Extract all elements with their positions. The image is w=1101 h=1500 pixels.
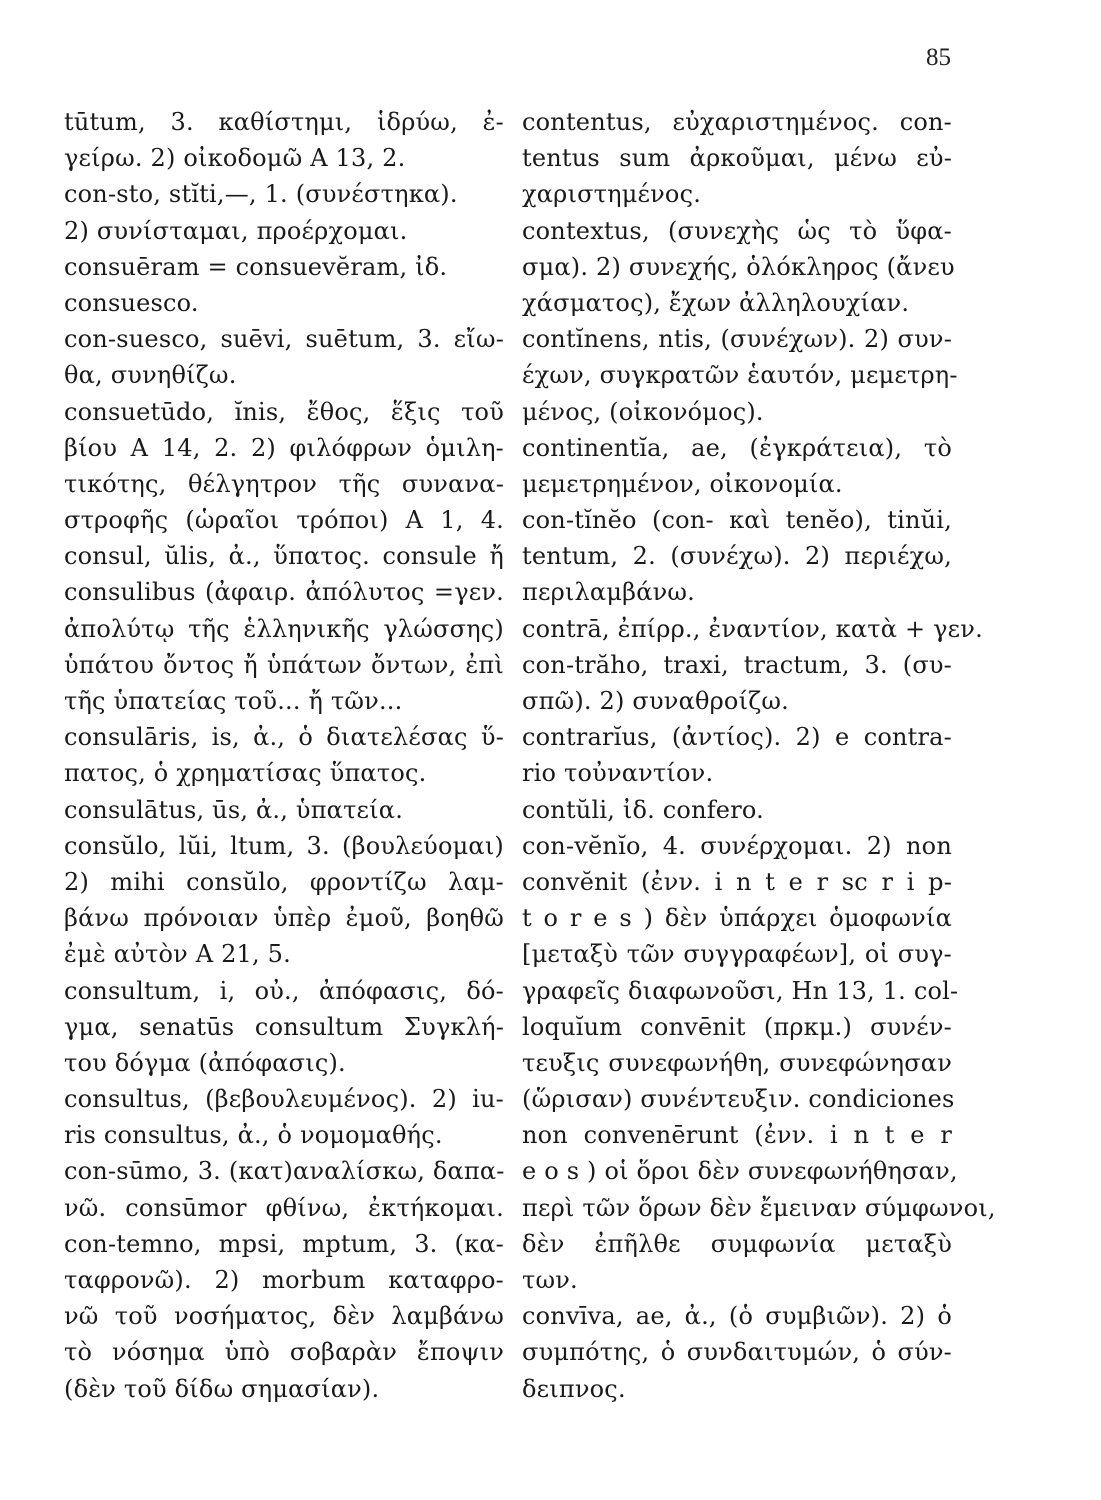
text-line: non convenērunt (ἐνν. i n t e r <box>522 1121 952 1150</box>
text-line: t o r e s ) δὲν ὑπάρχει ὁμοφωνία <box>522 904 952 933</box>
text-line: tentum, 2. (συνέχω). 2) περιέχω, <box>522 542 952 571</box>
text-line: [μεταξὺ τῶν συγγραφέων], οἱ συγ- <box>522 940 952 969</box>
left-column <box>64 104 504 1407</box>
text-line: consuetūdo, ĭnis, ἔθος, ἕξις τοῦ <box>64 397 504 426</box>
text-line: consultus, (βεβουλευμένος). 2) iu- <box>64 1085 504 1114</box>
text-line: τευξις συνεφωνήθη, συνεφώνησαν <box>522 1048 952 1077</box>
text-line: γμα, senatūs consultum Συγκλή- <box>64 1012 504 1041</box>
text-line: περὶ τῶν ὅρων δὲν ἔμειναν σύμφωνοι, <box>522 1193 996 1222</box>
text-line: consŭlo, lŭi, ltum, 3. (βουλεύομαι) <box>64 831 504 860</box>
text-line: χάσματος), ἔχων ἀλληλουχίαν. <box>522 288 910 317</box>
text-line: tūtum, 3. καθίστημι, ἱδρύω, ἐ- <box>64 108 504 136</box>
text-line: των. <box>522 1266 578 1294</box>
text-line: περιλαμβάνω. <box>522 578 696 607</box>
text-line: ταφρονῶ). 2) morbum καταφρο- <box>64 1266 504 1294</box>
text-line: con-sto, stĭti,—, 1. (συνέστηκα). <box>64 180 458 209</box>
text-line: χαριστημένος. <box>522 180 702 209</box>
text-line: rio τοὐναντίον. <box>522 759 714 788</box>
text-line: consultum, i, οὐ., ἀπόφασις, δό- <box>64 976 504 1005</box>
text-line: consuēram = consuevĕram, ἰδ. <box>64 252 448 281</box>
text-line: βίου Α 14, 2. 2) φιλόφρων ὁμιλη- <box>64 433 504 462</box>
text-line: έχων, συγκρατῶν ἑαυτόν, μεμετρη- <box>522 361 958 390</box>
text-line: δειπνος. <box>522 1374 626 1403</box>
text-line: νῶ τοῦ νοσήματος, δὲν λαμβάνω <box>64 1302 504 1331</box>
page-number: 85 <box>926 44 951 71</box>
text-line: contextus, (συνεχὴς ὡς τὸ ὕφα- <box>522 216 952 245</box>
text-line: consulāris, is, ἀ., ὁ διατελέσας ὕ- <box>64 723 504 752</box>
text-line: contŭli, ἰδ. confero. <box>522 795 764 824</box>
text-line: con-suesco, suēvi, suētum, 3. εἴω- <box>64 325 504 354</box>
text-line: convīva, ae, ἀ., (ὁ συμβιῶν). 2) ὁ <box>522 1302 952 1331</box>
text-line: (ὥρισαν) συνέντευξιν. condiciones <box>522 1085 955 1114</box>
text-line: συμπότης, ὁ συνδαιτυμών, ὁ σύν- <box>522 1338 952 1367</box>
text-line: loquĭum convēnit (πρκμ.) συνέν- <box>522 1012 952 1041</box>
text-line: con-tĭnĕo (con- καὶ tenĕo), tinŭi, <box>522 506 952 535</box>
text-line: μεμετρημένον, οἰκονομία. <box>522 469 843 498</box>
text-line: νῶ. consūmor φθίνω, ἐκτήκομαι. <box>64 1193 504 1222</box>
text-line: τῆς ὑπατείας τοῦ... ἤ τῶν... <box>64 687 403 715</box>
text-line: γείρω. 2) οἰκοδομῶ Α 13, 2. <box>64 144 406 173</box>
text-line: πατος, ὁ χρηματίσας ὕπατος. <box>64 759 427 788</box>
text-line: 2) συνίσταμαι, προέρχομαι. <box>64 216 408 245</box>
text-line: contrā, ἐπίρρ., ἐναντίον, κατὰ + γεν. <box>522 614 983 643</box>
text-line: του δόγμα (ἀπόφασις). <box>64 1048 346 1077</box>
text-line: ris consultus, ἀ., ὁ νομομαθής. <box>64 1121 443 1150</box>
text-line: con-trăho, traxi, tractum, 3. (συ- <box>522 650 952 679</box>
text-line: consul, ŭlis, ἀ., ὕπατος. consule ἤ <box>64 542 504 571</box>
text-line: consulātus, ūs, ἀ., ὑπατεία. <box>64 795 404 824</box>
text-line: consuesco. <box>64 288 199 317</box>
text-line: μένος, (οἰκονόμος). <box>522 397 764 426</box>
text-line: e o s ) οἱ ὅροι δὲν συνεφωνήθησαν, <box>522 1157 958 1186</box>
text-line: con-temno, mpsi, mptum, 3. (κα- <box>64 1229 504 1258</box>
text-line: tentus sum ἀρκοῦμαι, μένω εὐ- <box>522 144 952 173</box>
text-line: consulibus (ἀφαιρ. ἀπόλυτος =γεν. <box>64 578 504 607</box>
right-column <box>522 104 996 1407</box>
text-line: ἀπολύτῳ τῆς ἑλληνικῆς γλώσσης) <box>64 614 504 643</box>
text-line: γραφεῖς διαφωνοῦσι, Hn 13, 1. col- <box>522 976 959 1005</box>
text-line: contrarĭus, (ἀντίος). 2) e contra- <box>522 723 952 752</box>
text-line: con-sūmo, 3. (κατ)αναλίσκω, δαπα- <box>64 1157 505 1186</box>
text-line: 2) mihi consŭlo, φροντίζω λαμ- <box>64 867 504 896</box>
text-line: con-vĕnĭo, 4. συνέρχομαι. 2) non <box>522 831 952 860</box>
text-line: convĕnit (ἐνν. i n t e r sc r i p- <box>522 867 952 896</box>
text-line: στροφῆς (ὡραῖοι τρόποι) Α 1, 4. <box>64 506 504 535</box>
text-line: (δὲν τοῦ δίδω σημασίαν). <box>64 1374 380 1403</box>
text-line: τὸ νόσημα ὑπὸ σοβαρὰν ἔποψιν <box>64 1338 504 1367</box>
text-line: σμα). 2) συνεχής, ὁλόκληρος (ἄνευ <box>522 252 955 281</box>
text-line: τικότης, θέλγητρον τῆς συνανα- <box>64 469 504 498</box>
text-line: ἐμὲ αὐτὸν Α 21, 5. <box>64 940 291 969</box>
text-line: ὑπάτου ὄντος ἤ ὑπάτων ὄντων, ἐπὶ <box>64 650 504 679</box>
text-line: contĭnens, ntis, (συνέχων). 2) συν- <box>522 325 952 354</box>
text-line: βάνω πρόνοιαν ὑπὲρ ἐμοῦ, βοηθῶ <box>64 904 504 933</box>
text-line: δὲν ἐπῆλθε συμφωνία μεταξὺ <box>522 1229 952 1258</box>
text-line: θα, συνηθίζω. <box>64 361 237 390</box>
text-line: contentus, εὐχαριστημένος. con- <box>522 108 952 136</box>
text-line: continentĭa, ae, (ἐγκράτεια), τὸ <box>522 433 952 462</box>
text-line: σπῶ). 2) συναθροίζω. <box>522 687 790 715</box>
